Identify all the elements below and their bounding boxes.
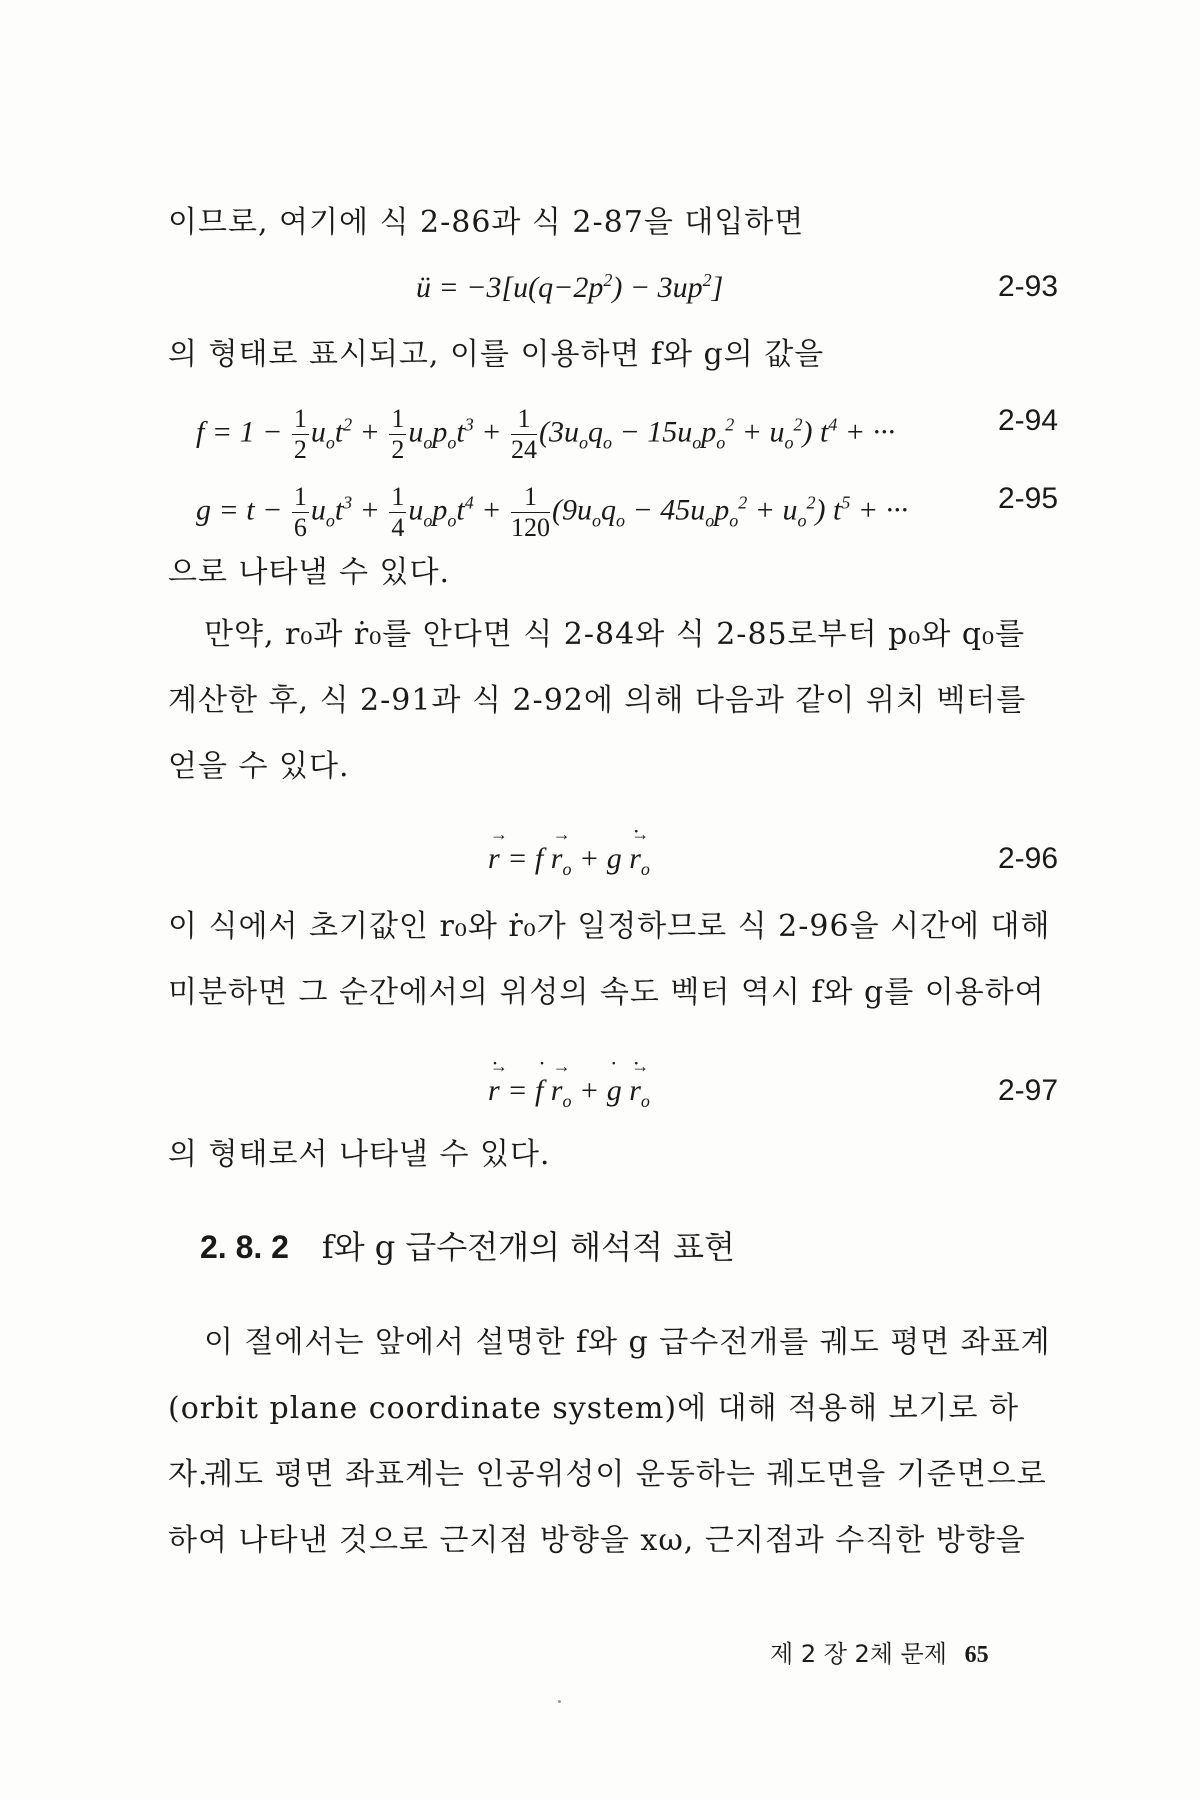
equation-2-95 [168,470,1058,542]
equation-number: 2-95 [997,482,1058,515]
page-footer [770,1634,989,1669]
paragraph-7: 이 절에서는 앞에서 설명한 f와 g 급수전개를 궤도 평면 좌표계(orbit plane coordinate system)에 대해 적용해 보기로 하자. [168,1325,1051,1492]
equation-2-96-expression: → $r = f \to r_o + g \to r$ $˙_o$ [488,842,650,880]
section-title: f와 g 급수전개의 해석적 표현 [321,1228,735,1266]
equation-number: 2-94 [997,404,1058,437]
paragraph-4: 만약, r₀과 ṙ₀를 안다면 식 2-84와 식 2-85로부터 p₀와 q₀를 계산한 후, 식 2-91과 식 2-92에 의해 다음과 같이 위치 벡터를 얻을 수 있다. [168,617,1027,784]
paragraph-1: 이므로, 여기에 식 2-86과 식 2-87을 대입하면 [168,205,805,240]
equation-number: 2-97 [997,1074,1058,1107]
chapter-label: 제 2 장 2체 문제 [770,1640,947,1668]
equation-2-97 [168,1062,1058,1122]
equation-2-93-expression: ü = $-3[u(q-2p^2) - 3up^2]$ [416,270,724,304]
scan-speck [558,1700,561,1703]
equation-2-96 [168,830,1058,890]
equation-number: 2-93 [997,270,1058,303]
equation-2-97-expression: → r ˙ = f ˙ → $r_o + g$ ˙ → r $˙_o$ [488,1074,650,1112]
equation-2-94-expression: f = 1 − $\frac{1}{2}$ $u_ot^2$ + $\frac{1}{2}$ $u_op_ot^3$ + $\frac{1}{24}$ $(3u_oq_o - 15u_op_o^2 + u_o^2) t^4$ + ··· [196,404,896,464]
paragraph-2: 의 형태로 표시되고, 이를 이용하면 f와 g의 값을 [168,337,825,372]
page-number: 65 [964,1642,989,1668]
equation-number: 2-96 [997,842,1058,875]
section-number: 2. 8. 2 [200,1229,289,1265]
paragraph-5: 이 식에서 초기값인 r₀와 ṙ₀가 일정하므로 식 2-96을 시간에 대해 미분하면 그 순간에서의 위성의 속도 벡터 역시 f와 g를 이용하여 [168,909,1051,1010]
equation-2-93 [168,258,1058,318]
paragraph-6: 의 형태로서 나타낼 수 있다. [168,1137,551,1172]
equation-2-94 [168,392,1058,464]
equation-2-95-expression: g = t − $\frac{1}{6}$ $u_ot^3$ + $\frac{1}{4}$ $u_op_ot^4$ + $\frac{1}{120}$ $(9u_oq_o - 45u_op_o^2 + u_o^2) t^5$ + ··· [196,482,909,542]
paragraph-3: 으로 나타낼 수 있다. [168,555,450,590]
paragraph-8: 궤도 평면 좌표계는 인공위성이 운동하는 궤도면을 기준면으로 하여 나타낸 것으로 근지점 방향을 xω, 근지점과 수직한 방향을 [168,1457,1047,1558]
section-heading [200,1222,735,1268]
